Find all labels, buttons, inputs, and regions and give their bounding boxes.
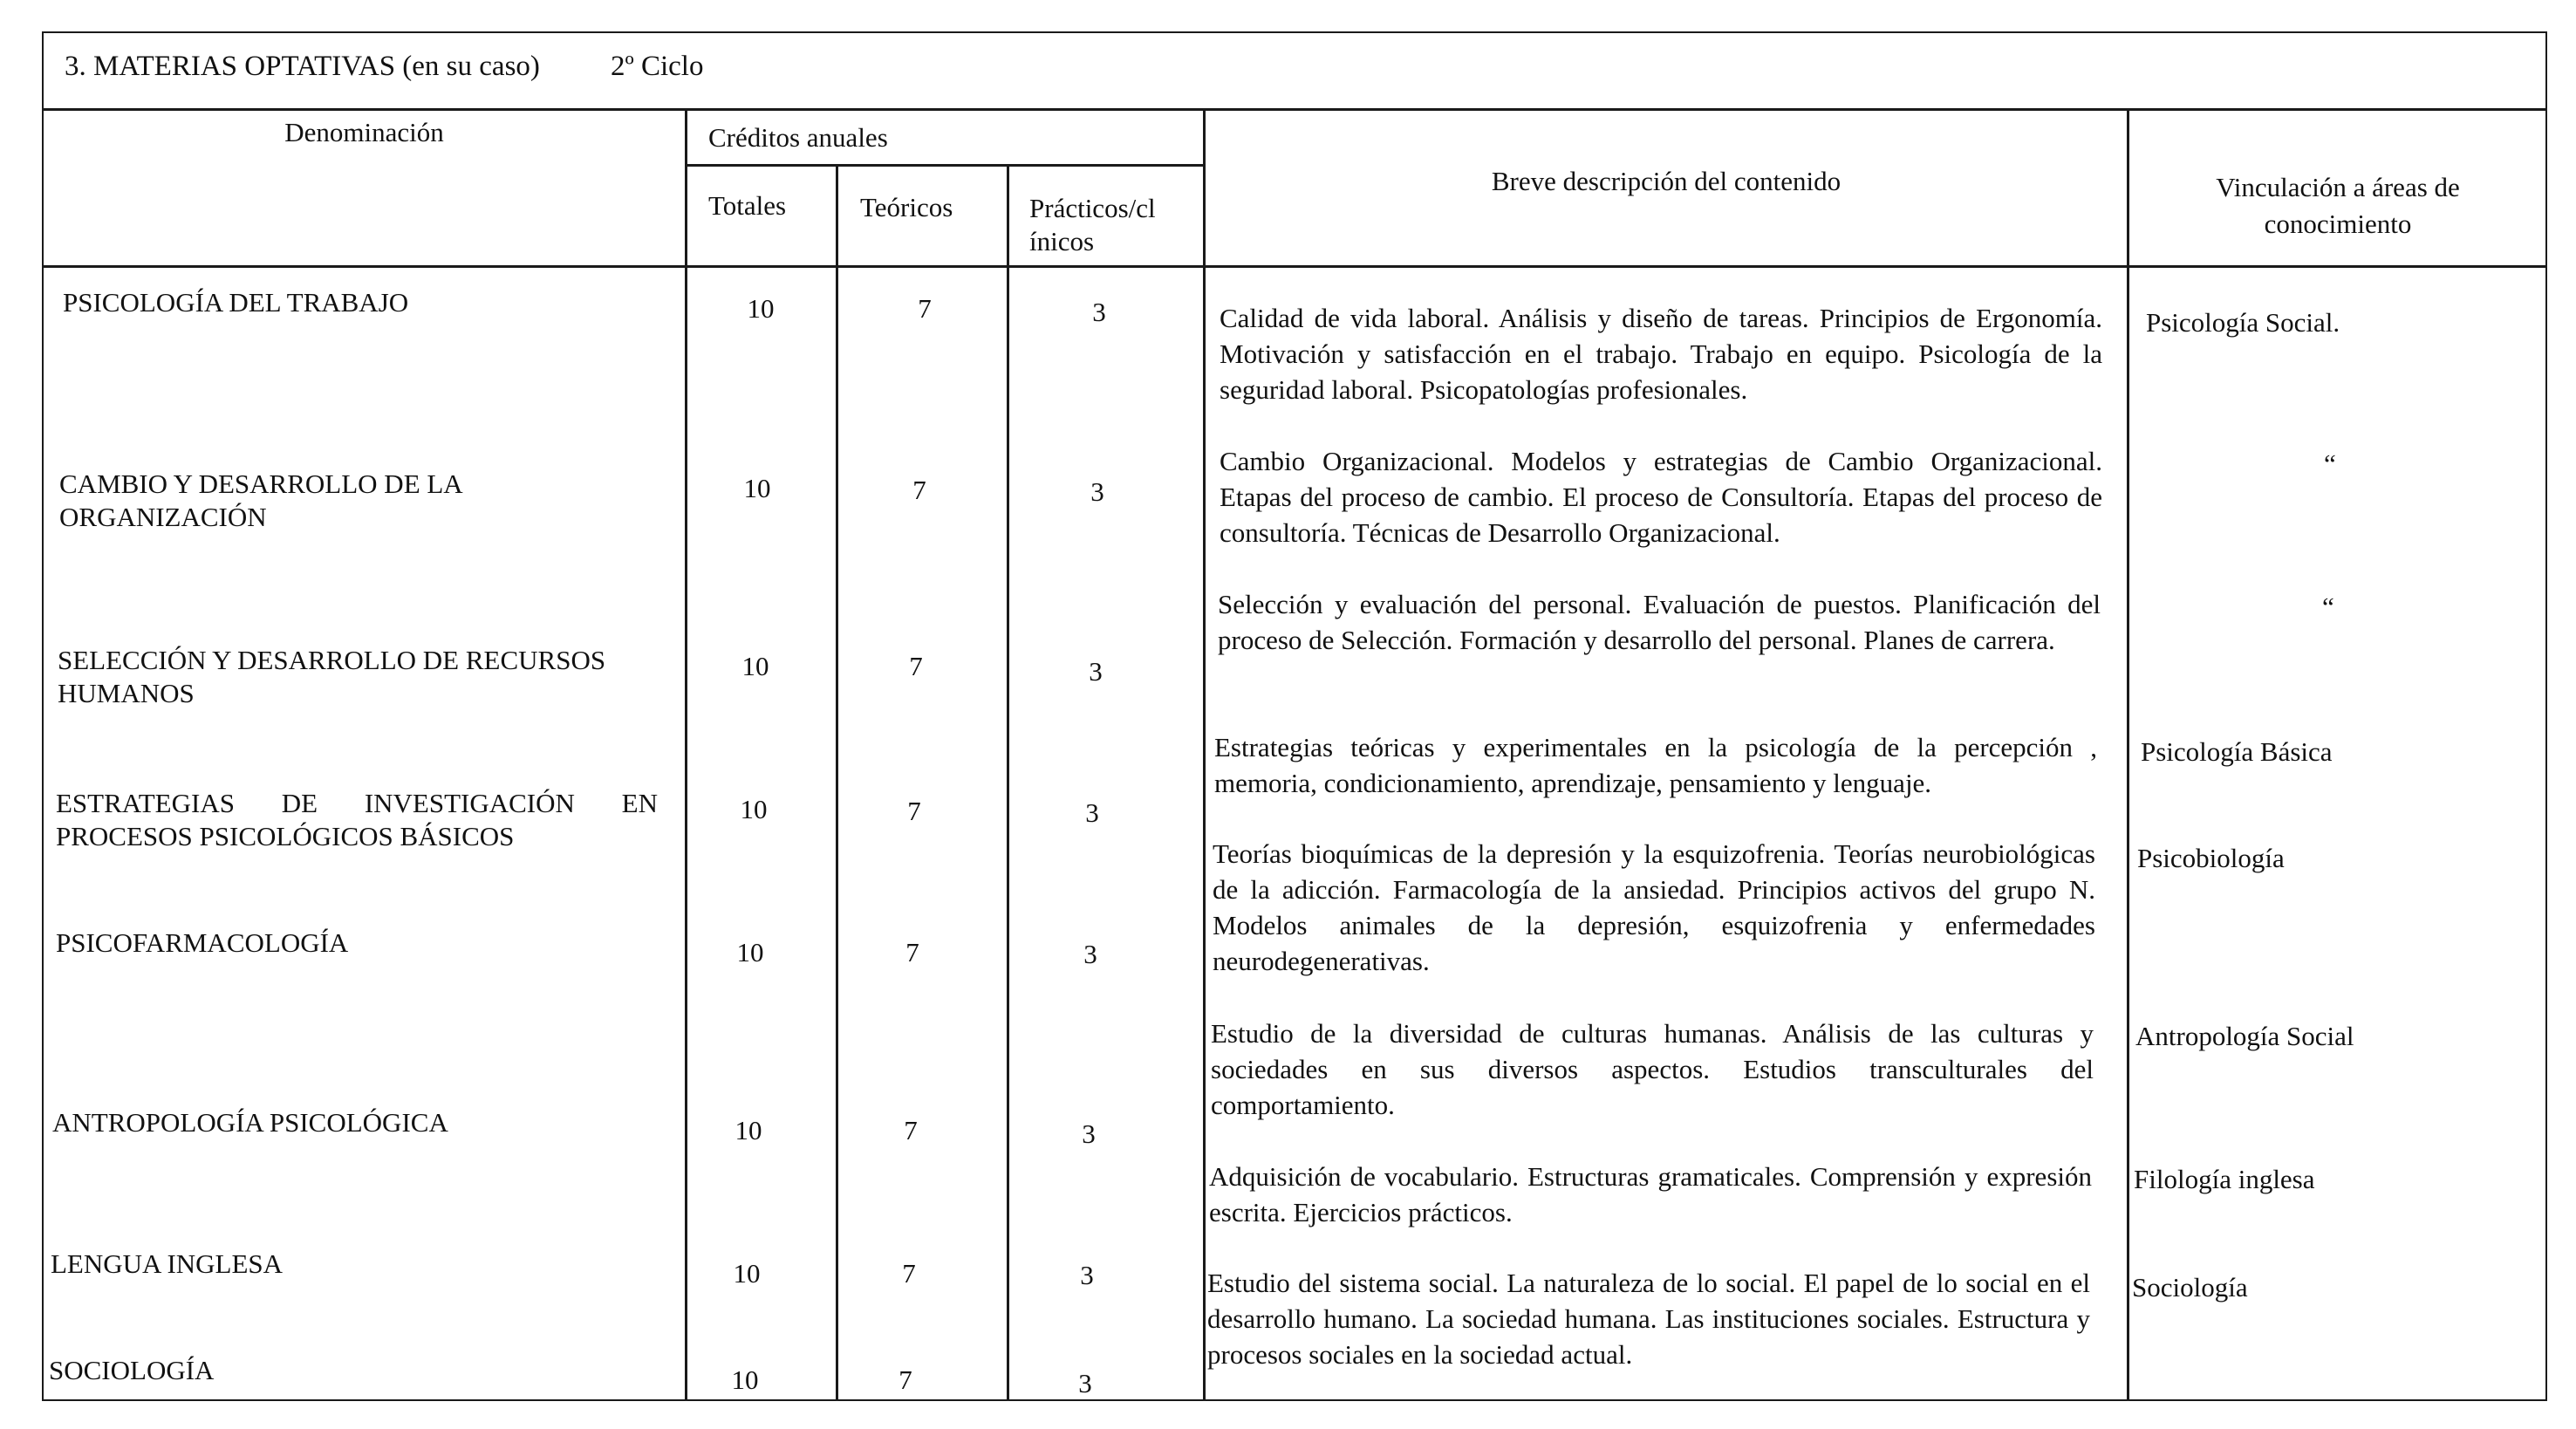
subject-description: Calidad de vida laboral. Análisis y diseño de tareas. Principios de Ergonomía. Motivación y satisfacción en el trabajo. Trabajo en equipo. Psicología de la seguridad laboral. Psicopatologías profesionales.: [1220, 303, 2102, 405]
col-divider-teoricos: [1007, 164, 1009, 1401]
subject-description: Selección y evaluación del personal. Evaluación de puestos. Planificación del proceso de Selección. Formación y desarrollo del personal. Planes de carrera.: [1218, 589, 2101, 655]
subject-name: PSICOFARMACOLOGÍA: [56, 927, 349, 958]
knowledge-area: Psicología Social.: [2146, 307, 2340, 338]
col-divider-name: [685, 108, 687, 1401]
subject-name: CAMBIO Y DESARROLLO DE LA ORGANIZACIÓN: [59, 468, 461, 532]
subject-description: Estudio de la diversidad de culturas humanas. Análisis de las culturas y sociedades en sus diversos aspectos. Estudios transculturales del comportamiento.: [1211, 1018, 2094, 1120]
subject-name: ANTROPOLOGÍA PSICOLÓGICA: [52, 1107, 448, 1138]
credits-totales: 10: [731, 1364, 759, 1395]
subject-name: PSICOLOGÍA DEL TRABAJO: [63, 287, 409, 318]
credits-teoricos: 7: [912, 475, 926, 505]
subject-name: ESTRATEGIAS DE INVESTIGACIÓN EN PROCESOS PSICOLÓGICOS BÁSICOS: [56, 788, 658, 851]
credits-practicos: 3: [1085, 797, 1099, 828]
knowledge-area: Psicología Básica: [2141, 736, 2333, 767]
credits-totales: 10: [735, 1115, 762, 1145]
header-creditos: Créditos anuales: [708, 122, 888, 153]
subject-name: LENGUA INGLESA: [51, 1248, 284, 1279]
subject-description: Teorías bioquímicas de la depresión y la esquizofrenia. Teorías neurobiológicas de la adicción. Farmacología de la ansiedad. Principios activos del grupo N. Modelos animales de la depresión, esquizofrenia y enfermedades neurodegenerativas.: [1213, 838, 2095, 976]
header-denominacion: Denominación: [284, 117, 444, 147]
credits-teoricos: 7: [904, 1115, 918, 1145]
section-cycle: 2º Ciclo: [611, 51, 704, 82]
header-totales: Totales: [708, 190, 787, 221]
knowledge-area-ditto: “: [2322, 591, 2334, 622]
subject-description: Adquisición de vocabulario. Estructuras gramaticales. Comprensión y expresión escrita. Ejercicios prácticos.: [1209, 1161, 2092, 1227]
col-divider-description: [2127, 108, 2129, 1401]
header-vinculacion: Vinculación a áreas de conocimiento: [2216, 172, 2460, 239]
credits-totales: 10: [741, 651, 769, 681]
credits-teoricos: 7: [907, 796, 921, 826]
section-title: 3. MATERIAS OPTATIVAS (en su caso): [65, 51, 540, 82]
knowledge-area: Psicobiología: [2137, 843, 2285, 873]
credits-totales: 10: [733, 1258, 761, 1289]
title-divider: [42, 108, 2547, 111]
credits-totales: 10: [747, 293, 775, 324]
col-divider-totales: [836, 164, 838, 1401]
header-teoricos: Teóricos: [860, 192, 953, 222]
col-divider-practicos: [1203, 108, 1206, 1401]
credits-practicos: 3: [1089, 656, 1103, 687]
credits-practicos: 3: [1078, 1368, 1092, 1398]
credits-practicos: 3: [1083, 939, 1097, 969]
credits-teoricos: 7: [902, 1258, 916, 1289]
credits-practicos: 3: [1092, 297, 1106, 327]
knowledge-area: Sociología: [2132, 1272, 2248, 1303]
knowledge-area-ditto: “: [2324, 448, 2336, 479]
header-practicos: Prácticos/cl ínicos: [1029, 193, 1156, 256]
header-descripcion: Breve descripción del contenido: [1491, 166, 1841, 196]
credits-teoricos: 7: [909, 651, 923, 681]
credits-totales: 10: [740, 794, 768, 824]
credits-teoricos: 7: [899, 1364, 912, 1395]
header-bottom-divider: [42, 265, 2547, 268]
credits-teoricos: 7: [918, 293, 932, 324]
credits-subheader-divider: [685, 164, 1203, 167]
credits-totales: 10: [743, 473, 771, 503]
credits-practicos: 3: [1090, 476, 1104, 507]
knowledge-area: Filología inglesa: [2134, 1164, 2315, 1194]
subject-description: Cambio Organizacional. Modelos y estrategias de Cambio Organizacional. Etapas del proceso de cambio. El proceso de Consultoría. Etapas del proceso de consultoría. Técnicas de Desarrollo Organizacional.: [1220, 446, 2102, 548]
credits-practicos: 3: [1082, 1118, 1096, 1149]
credits-practicos: 3: [1080, 1260, 1094, 1290]
subject-description: Estudio del sistema social. La naturaleza de lo social. El papel de lo social en el desarrollo humano. La sociedad humana. Las instituciones sociales. Estructura y procesos sociales en la sociedad actual.: [1207, 1268, 2090, 1370]
subject-description: Estrategias teóricas y experimentales en la psicología de la percepción , memoria, condicionamiento, aprendizaje, pensamiento y lenguaje.: [1214, 732, 2097, 798]
credits-teoricos: 7: [905, 937, 919, 967]
credits-totales: 10: [736, 937, 764, 967]
knowledge-area: Antropología Social: [2135, 1021, 2354, 1051]
subject-name: SOCIOLOGÍA: [49, 1355, 215, 1385]
subject-name: SELECCIÓN Y DESARROLLO DE RECURSOS HUMANOS: [58, 645, 606, 708]
